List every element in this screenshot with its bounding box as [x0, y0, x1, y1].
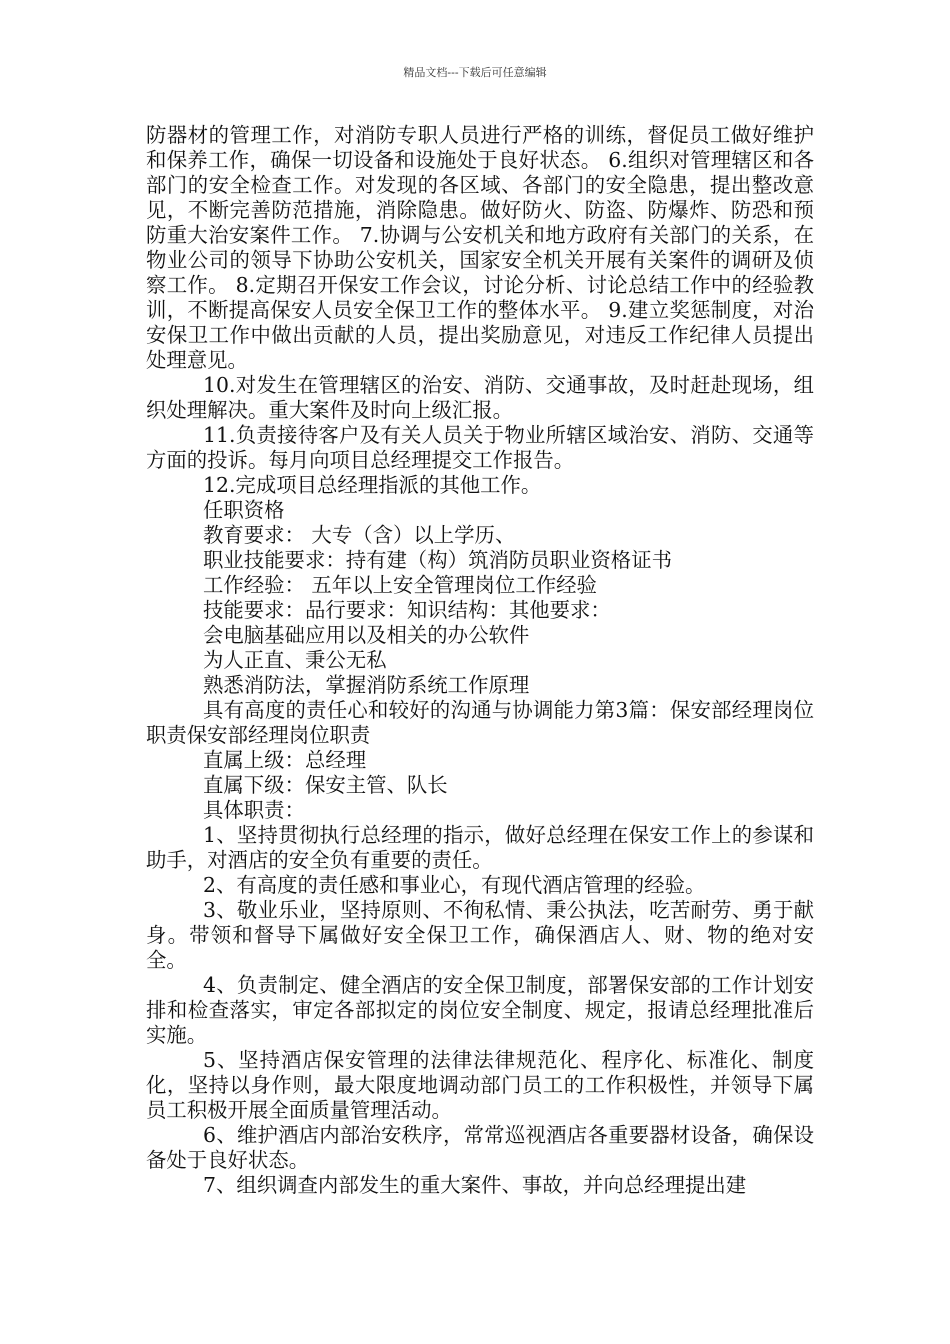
paragraph-2: 10.对发生在管理辖区的治安、消防、交通事故，及时赶赴现场，组织处理解决。重大案件及时向上级汇报。	[146, 373, 814, 422]
paragraph-4: 12.完成项目总经理指派的其他工作。	[203, 473, 542, 497]
direct-superior: 直属上级：总经理	[203, 748, 367, 772]
duty-item-2: 2、有高度的责任感和事业心，有现代酒店管理的经验。	[203, 873, 706, 897]
duty-item-7: 7、组织调查内部发生的重大案件、事故，并向总经理提出建	[203, 1173, 747, 1197]
direct-subordinates: 直属下级：保安主管、队长	[203, 773, 448, 797]
skill-certificate-requirement: 职业技能要求：持有建（构）筑消防员职业资格证书	[203, 548, 672, 572]
work-experience: 工作经验： 五年以上安全管理岗位工作经验	[203, 573, 597, 597]
computer-skills: 会电脑基础应用以及相关的办公软件	[203, 623, 530, 647]
duty-item-6: 6、维护酒店内部治安秩序，常常巡视酒店各重要器材设备，确保设备处于良好状态。	[146, 1123, 814, 1172]
duty-item-4: 4、负责制定、健全酒店的安全保卫制度，部署保安部的工作计划安排和检查落实，审定各部拟定的岗位安全制度、规定，报请总经理批准后实施。	[146, 973, 814, 1047]
paragraph-1: 防器材的管理工作，对消防专职人员进行严格的训练，督促员工做好维护和保养工作，确保一切设备和设施处于良好状态。 6.组织对管理辖区和各部门的安全检查工作。对发现的各区域、各部门的安全隐患，提出整改意见，不断完善防范措施，消除隐患。做好防火、防盗、防爆炸、防恐和预防重大治安案件工作。 7.协调与公安机关和地方政府有关部门的关系，在物业公司的领导下协助公安机关，国家安全机关开展有关案件的调研及侦察工作。 8.定期召开保安工作会议，讨论分析、讨论总结工作中的经验教训，不断提高保安人员安全保卫工作的整体水平。 9.建立奖惩制度，对治安保卫工作中做出贡献的人员，提出奖励意见，对违反工作纪律人员提出处理意见。	[146, 123, 814, 372]
document-body	[146, 123, 814, 1198]
paragraph-3: 11.负责接待客户及有关人员关于物业所辖区域治安、消防、交通等方面的投诉。每月向项目总经理提交工作报告。	[146, 423, 814, 472]
section-heading-qualifications: 任职资格	[203, 498, 285, 522]
character-trait: 为人正直、秉公无私	[203, 648, 387, 672]
duty-item-5: 5、坚持酒店保安管理的法律法律规范化、程序化、标准化、制度化，坚持以身作则，最大限度地调动部门员工的工作积极性，并领导下属员工积极开展全面质量管理活动。	[146, 1048, 814, 1122]
education-requirement: 教育要求： 大专（含）以上学历、	[203, 523, 516, 547]
paragraph-section-3-title: 具有高度的责任心和较好的沟通与协调能力第3篇：保安部经理岗位职责保安部经理岗位职责	[146, 698, 814, 747]
duty-item-3: 3、敬业乐业，坚持原则、不徇私情、秉公执法，吃苦耐劳、勇于献身。带领和督导下属做好安全保卫工作，确保酒店人、财、物的绝对安全。	[146, 898, 814, 972]
duties-heading: 具体职责：	[203, 798, 305, 822]
duty-item-1: 1、坚持贯彻执行总经理的指示，做好总经理在保安工作上的参谋和助手，对酒店的安全负有重要的责任。	[146, 823, 814, 872]
other-requirements: 技能要求：品行要求：知识结构：其他要求：	[203, 598, 611, 622]
page-header: 精品文档---下载后可任意编辑	[403, 66, 547, 79]
fire-law-knowledge: 熟悉消防法，掌握消防系统工作原理	[203, 673, 530, 697]
